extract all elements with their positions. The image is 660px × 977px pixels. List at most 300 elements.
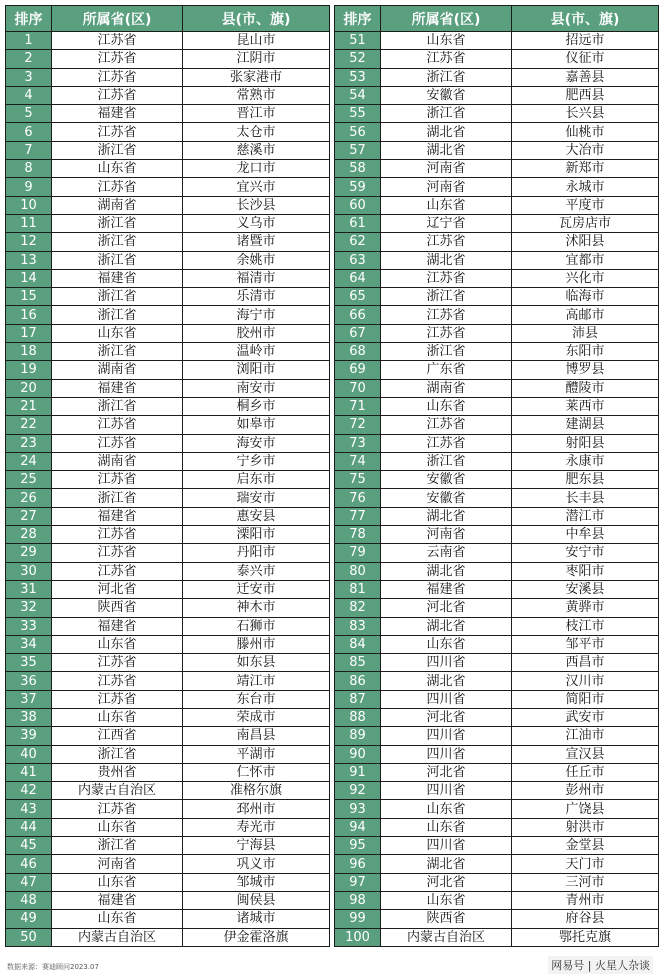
county-cell: 寿光市 xyxy=(183,818,330,836)
table-header-row xyxy=(335,6,659,32)
table-row xyxy=(335,141,659,159)
county-cell: 慈溪市 xyxy=(183,141,330,159)
county-cell: 义乌市 xyxy=(183,214,330,232)
rank-cell: 94 xyxy=(335,818,381,836)
province-cell: 安徽省 xyxy=(381,86,512,104)
table-row xyxy=(335,580,659,598)
rank-cell: 100 xyxy=(335,928,381,946)
table-row xyxy=(335,544,659,562)
county-cell: 枝江市 xyxy=(512,617,659,635)
province-cell: 四川省 xyxy=(381,727,512,745)
rank-cell: 58 xyxy=(335,160,381,178)
province-cell: 山东省 xyxy=(52,635,183,653)
table-row xyxy=(6,306,330,324)
rank-cell: 32 xyxy=(6,599,52,617)
province-cell: 浙江省 xyxy=(52,214,183,232)
county-cell: 莱西市 xyxy=(512,397,659,415)
rank-cell: 2 xyxy=(6,50,52,68)
rank-cell: 82 xyxy=(335,599,381,617)
county-cell: 常熟市 xyxy=(183,86,330,104)
table-row xyxy=(335,489,659,507)
footer xyxy=(7,961,653,973)
county-cell: 宜兴市 xyxy=(183,178,330,196)
table-row xyxy=(335,269,659,287)
rank-cell: 76 xyxy=(335,489,381,507)
province-cell: 江苏省 xyxy=(52,562,183,580)
county-cell: 海安市 xyxy=(183,434,330,452)
table-row xyxy=(335,50,659,68)
rank-cell: 31 xyxy=(6,580,52,598)
table-body-right xyxy=(335,32,659,947)
county-cell: 乐清市 xyxy=(183,288,330,306)
rank-cell: 23 xyxy=(6,434,52,452)
county-cell: 诸城市 xyxy=(183,910,330,928)
province-cell: 河北省 xyxy=(381,708,512,726)
rank-cell: 1 xyxy=(6,32,52,50)
province-cell: 山东省 xyxy=(52,910,183,928)
province-cell: 四川省 xyxy=(381,654,512,672)
table-row xyxy=(335,160,659,178)
county-cell: 博罗县 xyxy=(512,361,659,379)
rank-cell: 51 xyxy=(335,32,381,50)
rank-cell: 93 xyxy=(335,800,381,818)
province-cell: 江苏省 xyxy=(52,544,183,562)
province-cell: 山东省 xyxy=(381,891,512,909)
table-row xyxy=(6,86,330,104)
rank-cell: 49 xyxy=(6,910,52,928)
rank-cell: 40 xyxy=(6,745,52,763)
rank-cell: 91 xyxy=(335,763,381,781)
province-cell: 河南省 xyxy=(381,160,512,178)
county-cell: 天门市 xyxy=(512,855,659,873)
province-cell: 山东省 xyxy=(52,324,183,342)
county-cell: 东台市 xyxy=(183,690,330,708)
table-row xyxy=(6,416,330,434)
rank-cell: 34 xyxy=(6,635,52,653)
table-row xyxy=(6,178,330,196)
table-row xyxy=(6,855,330,873)
table-row xyxy=(335,214,659,232)
county-cell: 仁怀市 xyxy=(183,763,330,781)
header-rank: 排序 xyxy=(335,6,381,32)
county-cell: 宜都市 xyxy=(512,251,659,269)
rank-cell: 56 xyxy=(335,123,381,141)
table-row xyxy=(335,818,659,836)
table-row xyxy=(6,599,330,617)
province-cell: 江西省 xyxy=(52,727,183,745)
province-cell: 四川省 xyxy=(381,837,512,855)
table-row xyxy=(335,452,659,470)
rank-cell: 57 xyxy=(335,141,381,159)
county-cell: 鄂托克旗 xyxy=(512,928,659,946)
county-cell: 石狮市 xyxy=(183,617,330,635)
province-cell: 山东省 xyxy=(381,397,512,415)
rank-cell: 43 xyxy=(6,800,52,818)
county-cell: 长丰县 xyxy=(512,489,659,507)
county-cell: 太仓市 xyxy=(183,123,330,141)
table-row xyxy=(335,800,659,818)
province-cell: 河北省 xyxy=(52,580,183,598)
province-cell: 湖南省 xyxy=(52,196,183,214)
province-cell: 湖南省 xyxy=(52,361,183,379)
county-cell: 宣汉县 xyxy=(512,745,659,763)
province-cell: 江苏省 xyxy=(381,50,512,68)
county-cell: 浏阳市 xyxy=(183,361,330,379)
rankings-table-right xyxy=(334,5,659,947)
rank-cell: 69 xyxy=(335,361,381,379)
province-cell: 湖北省 xyxy=(381,123,512,141)
county-cell: 醴陵市 xyxy=(512,379,659,397)
province-cell: 浙江省 xyxy=(52,397,183,415)
county-cell: 邹城市 xyxy=(183,873,330,891)
rank-cell: 75 xyxy=(335,471,381,489)
rank-cell: 3 xyxy=(6,68,52,86)
county-cell: 建湖县 xyxy=(512,416,659,434)
province-cell: 江苏省 xyxy=(52,690,183,708)
rank-cell: 38 xyxy=(6,708,52,726)
rank-cell: 85 xyxy=(335,654,381,672)
rank-cell: 22 xyxy=(6,416,52,434)
province-cell: 安徽省 xyxy=(381,471,512,489)
table-row xyxy=(6,160,330,178)
county-cell: 西昌市 xyxy=(512,654,659,672)
rank-cell: 42 xyxy=(6,782,52,800)
table-row xyxy=(335,233,659,251)
table-row xyxy=(335,635,659,653)
county-cell: 准格尔旗 xyxy=(183,782,330,800)
rank-cell: 72 xyxy=(335,416,381,434)
rank-cell: 61 xyxy=(335,214,381,232)
province-cell: 浙江省 xyxy=(381,452,512,470)
table-row xyxy=(6,690,330,708)
province-cell: 浙江省 xyxy=(52,306,183,324)
province-cell: 河北省 xyxy=(381,763,512,781)
county-cell: 惠安县 xyxy=(183,507,330,525)
province-cell: 江苏省 xyxy=(52,526,183,544)
county-cell: 邹平市 xyxy=(512,635,659,653)
county-cell: 仙桃市 xyxy=(512,123,659,141)
province-cell: 江苏省 xyxy=(381,324,512,342)
province-cell: 江苏省 xyxy=(381,233,512,251)
table-row xyxy=(335,708,659,726)
rank-cell: 86 xyxy=(335,672,381,690)
county-cell: 长沙县 xyxy=(183,196,330,214)
rank-cell: 67 xyxy=(335,324,381,342)
rank-cell: 73 xyxy=(335,434,381,452)
province-cell: 湖北省 xyxy=(381,507,512,525)
county-cell: 安宁市 xyxy=(512,544,659,562)
header-county: 县(市、旗) xyxy=(512,6,659,32)
county-cell: 滕州市 xyxy=(183,635,330,653)
table-row xyxy=(6,343,330,361)
county-cell: 海宁市 xyxy=(183,306,330,324)
table-row xyxy=(6,452,330,470)
province-cell: 江苏省 xyxy=(52,800,183,818)
province-cell: 辽宁省 xyxy=(381,214,512,232)
table-row xyxy=(6,928,330,946)
table-row xyxy=(335,745,659,763)
province-cell: 湖南省 xyxy=(381,379,512,397)
county-cell: 安溪县 xyxy=(512,580,659,598)
province-cell: 江苏省 xyxy=(52,416,183,434)
rank-cell: 70 xyxy=(335,379,381,397)
province-cell: 内蒙古自治区 xyxy=(381,928,512,946)
county-cell: 神木市 xyxy=(183,599,330,617)
table-row xyxy=(6,727,330,745)
county-cell: 嘉善县 xyxy=(512,68,659,86)
rank-cell: 37 xyxy=(6,690,52,708)
county-cell: 泰兴市 xyxy=(183,562,330,580)
header-county: 县(市、旗) xyxy=(183,6,330,32)
rank-cell: 55 xyxy=(335,105,381,123)
province-cell: 江苏省 xyxy=(52,50,183,68)
county-cell: 武安市 xyxy=(512,708,659,726)
county-cell: 溧阳市 xyxy=(183,526,330,544)
table-row xyxy=(6,910,330,928)
rank-cell: 68 xyxy=(335,343,381,361)
county-cell: 肥东县 xyxy=(512,471,659,489)
rank-cell: 97 xyxy=(335,873,381,891)
province-cell: 江苏省 xyxy=(381,434,512,452)
county-cell: 中牟县 xyxy=(512,526,659,544)
county-cell: 伊金霍洛旗 xyxy=(183,928,330,946)
table-row xyxy=(6,214,330,232)
table-row xyxy=(6,50,330,68)
rank-cell: 44 xyxy=(6,818,52,836)
province-cell: 福建省 xyxy=(52,891,183,909)
table-row xyxy=(335,379,659,397)
table-row xyxy=(6,818,330,836)
county-cell: 平湖市 xyxy=(183,745,330,763)
province-cell: 湖北省 xyxy=(381,562,512,580)
table-row xyxy=(335,837,659,855)
province-cell: 湖北省 xyxy=(381,855,512,873)
rank-cell: 65 xyxy=(335,288,381,306)
table-header-row xyxy=(6,6,330,32)
province-cell: 湖北省 xyxy=(381,617,512,635)
table-row xyxy=(335,416,659,434)
province-cell: 江苏省 xyxy=(52,86,183,104)
rank-cell: 5 xyxy=(6,105,52,123)
county-cell: 广饶县 xyxy=(512,800,659,818)
province-cell: 山东省 xyxy=(52,818,183,836)
rank-cell: 13 xyxy=(6,251,52,269)
county-cell: 沭阳县 xyxy=(512,233,659,251)
rank-cell: 89 xyxy=(335,727,381,745)
rank-cell: 54 xyxy=(335,86,381,104)
county-cell: 靖江市 xyxy=(183,672,330,690)
data-source-note: 数据来源：赛迪顾问2023.07 xyxy=(7,963,99,971)
county-cell: 潜江市 xyxy=(512,507,659,525)
province-cell: 陕西省 xyxy=(52,599,183,617)
rank-cell: 99 xyxy=(335,910,381,928)
province-cell: 江苏省 xyxy=(381,269,512,287)
rank-cell: 62 xyxy=(335,233,381,251)
county-cell: 任丘市 xyxy=(512,763,659,781)
rankings-table-left xyxy=(5,5,330,947)
rank-cell: 71 xyxy=(335,397,381,415)
table-row xyxy=(335,855,659,873)
county-cell: 三河市 xyxy=(512,873,659,891)
rank-cell: 66 xyxy=(335,306,381,324)
province-cell: 内蒙古自治区 xyxy=(52,928,183,946)
county-cell: 汉川市 xyxy=(512,672,659,690)
province-cell: 河南省 xyxy=(52,855,183,873)
rank-cell: 8 xyxy=(6,160,52,178)
province-cell: 湖北省 xyxy=(381,251,512,269)
county-cell: 兴化市 xyxy=(512,269,659,287)
province-cell: 湖北省 xyxy=(381,672,512,690)
rank-cell: 16 xyxy=(6,306,52,324)
rank-cell: 92 xyxy=(335,782,381,800)
rank-cell: 74 xyxy=(335,452,381,470)
county-cell: 昆山市 xyxy=(183,32,330,50)
rank-cell: 10 xyxy=(6,196,52,214)
table-row xyxy=(6,873,330,891)
rank-cell: 17 xyxy=(6,324,52,342)
county-cell: 荣成市 xyxy=(183,708,330,726)
county-cell: 仪征市 xyxy=(512,50,659,68)
table-row xyxy=(6,489,330,507)
county-cell: 沛县 xyxy=(512,324,659,342)
county-cell: 平度市 xyxy=(512,196,659,214)
rank-cell: 96 xyxy=(335,855,381,873)
rank-cell: 77 xyxy=(335,507,381,525)
province-cell: 江苏省 xyxy=(52,68,183,86)
county-cell: 南昌县 xyxy=(183,727,330,745)
table-row xyxy=(6,324,330,342)
table-row xyxy=(6,32,330,50)
rank-cell: 88 xyxy=(335,708,381,726)
county-cell: 温岭市 xyxy=(183,343,330,361)
table-row xyxy=(6,526,330,544)
table-row xyxy=(6,397,330,415)
table-row xyxy=(335,562,659,580)
province-cell: 浙江省 xyxy=(52,233,183,251)
rank-cell: 28 xyxy=(6,526,52,544)
province-cell: 广东省 xyxy=(381,361,512,379)
province-cell: 江苏省 xyxy=(52,471,183,489)
province-cell: 浙江省 xyxy=(381,288,512,306)
county-cell: 张家港市 xyxy=(183,68,330,86)
table-row xyxy=(6,141,330,159)
province-cell: 湖北省 xyxy=(381,141,512,159)
province-cell: 山东省 xyxy=(52,160,183,178)
province-cell: 福建省 xyxy=(52,269,183,287)
table-row xyxy=(6,617,330,635)
county-cell: 东阳市 xyxy=(512,343,659,361)
table-row xyxy=(335,873,659,891)
county-cell: 永康市 xyxy=(512,452,659,470)
table-row xyxy=(6,288,330,306)
rank-cell: 29 xyxy=(6,544,52,562)
table-row xyxy=(6,269,330,287)
county-cell: 长兴县 xyxy=(512,105,659,123)
province-cell: 江苏省 xyxy=(381,416,512,434)
rank-cell: 35 xyxy=(6,654,52,672)
rank-cell: 20 xyxy=(6,379,52,397)
province-cell: 浙江省 xyxy=(52,837,183,855)
rank-cell: 48 xyxy=(6,891,52,909)
table-row xyxy=(6,745,330,763)
rank-cell: 63 xyxy=(335,251,381,269)
county-cell: 宁海县 xyxy=(183,837,330,855)
table-row xyxy=(335,526,659,544)
province-cell: 浙江省 xyxy=(52,288,183,306)
table-row xyxy=(335,196,659,214)
province-cell: 浙江省 xyxy=(52,489,183,507)
county-cell: 枣阳市 xyxy=(512,562,659,580)
table-row xyxy=(335,361,659,379)
table-row xyxy=(6,379,330,397)
rank-cell: 41 xyxy=(6,763,52,781)
table-row xyxy=(335,123,659,141)
province-cell: 陕西省 xyxy=(381,910,512,928)
table-row xyxy=(335,288,659,306)
rank-cell: 11 xyxy=(6,214,52,232)
table-row xyxy=(6,837,330,855)
table-row xyxy=(335,68,659,86)
province-cell: 云南省 xyxy=(381,544,512,562)
rank-cell: 4 xyxy=(6,86,52,104)
province-cell: 山东省 xyxy=(381,800,512,818)
province-cell: 山东省 xyxy=(381,818,512,836)
table-row xyxy=(335,306,659,324)
county-cell: 江油市 xyxy=(512,727,659,745)
table-row xyxy=(6,507,330,525)
table-row xyxy=(335,471,659,489)
county-cell: 余姚市 xyxy=(183,251,330,269)
province-cell: 江苏省 xyxy=(52,434,183,452)
rank-cell: 15 xyxy=(6,288,52,306)
rank-cell: 98 xyxy=(335,891,381,909)
rank-cell: 60 xyxy=(335,196,381,214)
table-row xyxy=(6,672,330,690)
rank-cell: 50 xyxy=(6,928,52,946)
county-cell: 迁安市 xyxy=(183,580,330,598)
province-cell: 河南省 xyxy=(381,178,512,196)
rank-cell: 46 xyxy=(6,855,52,873)
county-cell: 射阳县 xyxy=(512,434,659,452)
rank-cell: 81 xyxy=(335,580,381,598)
county-cell: 简阳市 xyxy=(512,690,659,708)
rank-cell: 47 xyxy=(6,873,52,891)
province-cell: 山东省 xyxy=(381,196,512,214)
province-cell: 贵州省 xyxy=(52,763,183,781)
province-cell: 江苏省 xyxy=(52,178,183,196)
county-cell: 邳州市 xyxy=(183,800,330,818)
province-cell: 福建省 xyxy=(52,105,183,123)
county-cell: 彭州市 xyxy=(512,782,659,800)
table-row xyxy=(335,397,659,415)
rank-cell: 52 xyxy=(335,50,381,68)
province-cell: 浙江省 xyxy=(52,745,183,763)
county-cell: 启东市 xyxy=(183,471,330,489)
table-row xyxy=(335,910,659,928)
table-row xyxy=(6,708,330,726)
province-cell: 浙江省 xyxy=(52,251,183,269)
province-cell: 内蒙古自治区 xyxy=(52,782,183,800)
county-cell: 新郑市 xyxy=(512,160,659,178)
table-row xyxy=(6,105,330,123)
province-cell: 山东省 xyxy=(52,873,183,891)
table-row xyxy=(6,196,330,214)
rank-cell: 21 xyxy=(6,397,52,415)
table-row xyxy=(6,471,330,489)
rank-cell: 59 xyxy=(335,178,381,196)
rank-cell: 9 xyxy=(6,178,52,196)
table-row xyxy=(6,68,330,86)
